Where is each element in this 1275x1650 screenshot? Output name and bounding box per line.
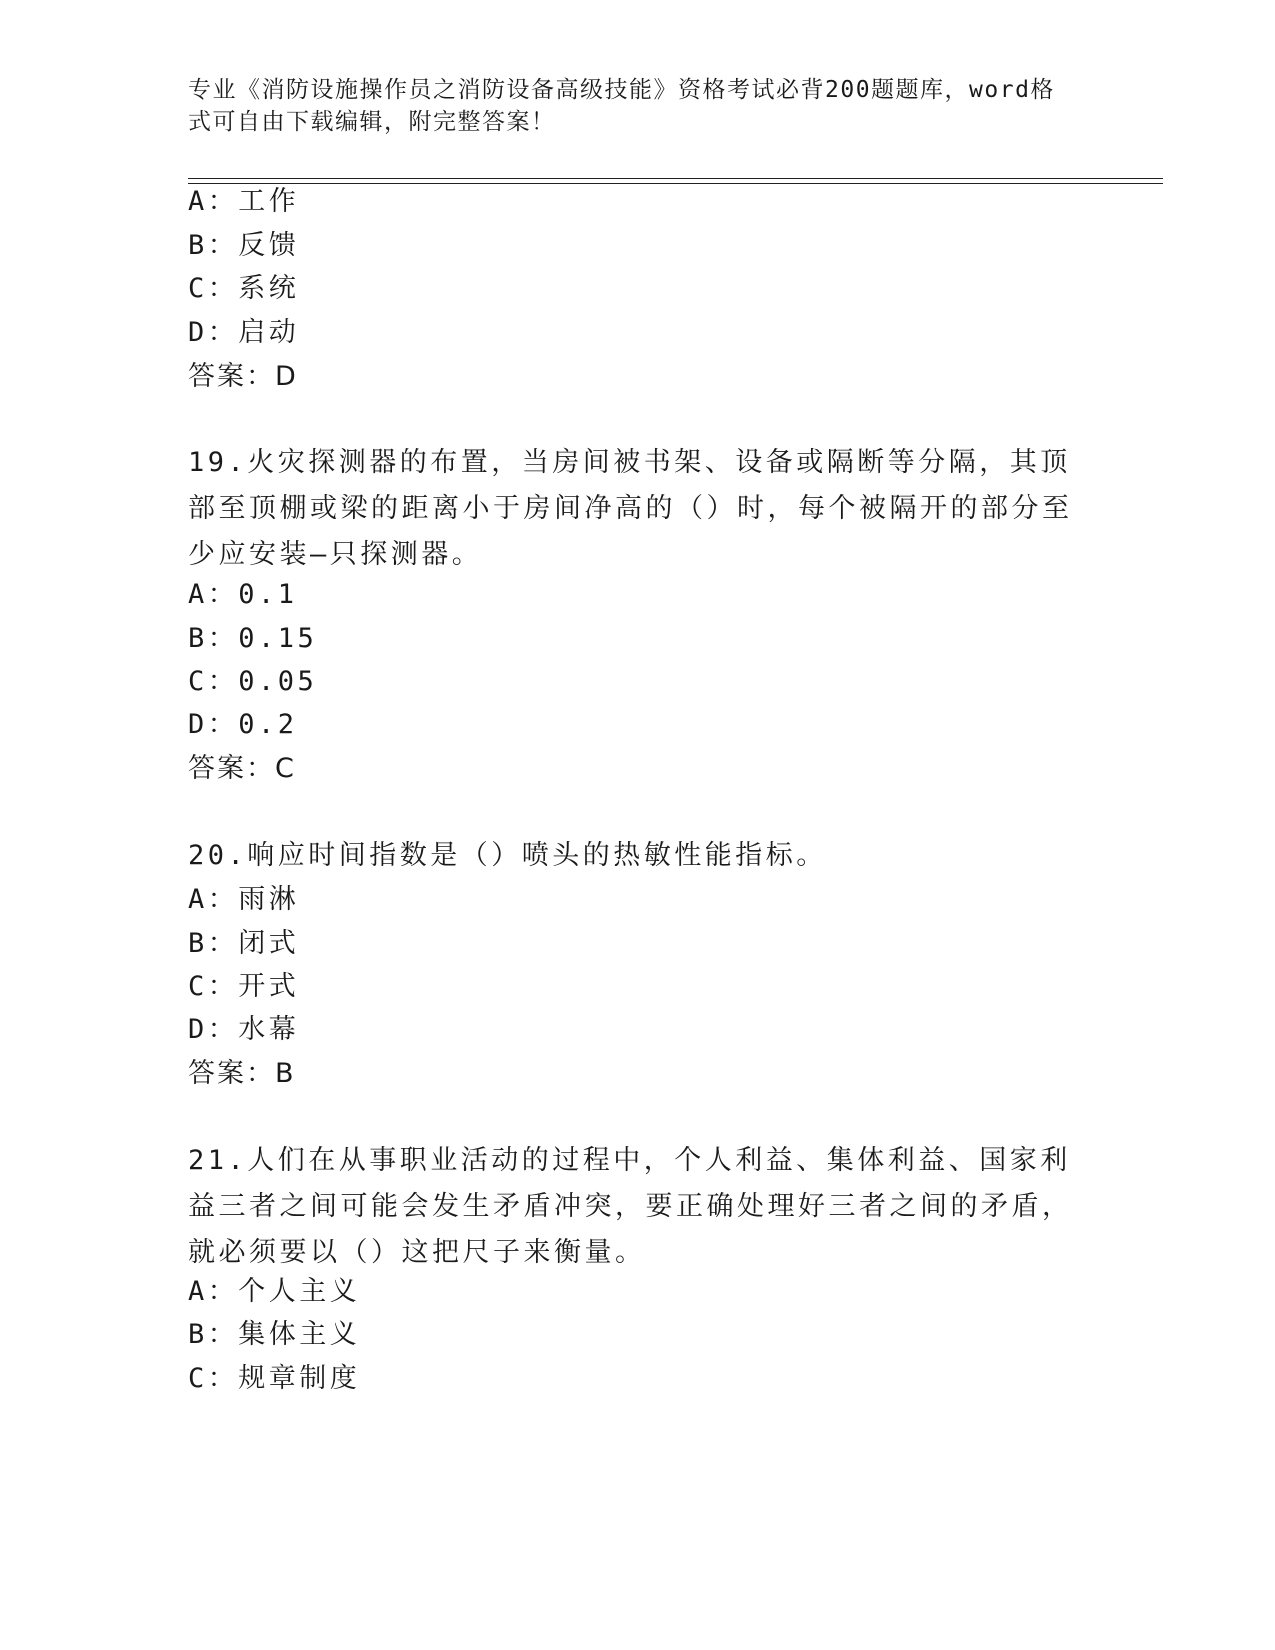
- header-divider-bottom: [188, 183, 1163, 184]
- question-20-option-b: B：闭式: [188, 928, 300, 959]
- option-c: C：系统: [188, 273, 300, 304]
- option-b: B：反馈: [188, 230, 300, 261]
- answer: 答案：D: [188, 361, 298, 392]
- question-20-option-c: C：开式: [188, 971, 300, 1002]
- question-21-option-a: A：个人主义: [188, 1276, 361, 1307]
- question-20-option-d: D：水幕: [188, 1014, 300, 1045]
- question-19-option-a: A：0.1: [188, 579, 298, 610]
- option-a: A：工作: [188, 186, 300, 217]
- question-19-option-b: B：0.15: [188, 623, 318, 654]
- question-19-text: 19.火灾探测器的布置，当房间被书架、设备或隔断等分隔，其顶部至顶棚或梁的距离小于房间净高的（）时，每个被隔开的部分至少应安装—只探测器。: [188, 447, 1073, 570]
- question-19-option-d: D：0.2: [188, 709, 298, 740]
- question-20-option-a: A：雨淋: [188, 884, 300, 915]
- document-header: 专业《消防设施操作员之消防设备高级技能》资格考试必背200题题库，word格式可自由下载编辑，附完整答案！: [188, 77, 1055, 135]
- question-21-text: 21.人们在从事职业活动的过程中，个人利益、集体利益、国家利益三者之间可能会发生矛盾冲突，要正确处理好三者之间的矛盾，就必须要以（）这把尺子来衡量。: [188, 1145, 1073, 1268]
- question-19-option-c: C：0.05: [188, 666, 318, 697]
- option-d: D：启动: [188, 317, 300, 348]
- question-21-option-c: C：规章制度: [188, 1363, 361, 1394]
- question-21-option-b: B：集体主义: [188, 1319, 361, 1350]
- question-19-answer: 答案：C: [188, 753, 296, 784]
- header-divider-top: [188, 178, 1163, 179]
- question-20-text: 20.响应时间指数是（）喷头的热敏性能指标。: [188, 840, 827, 871]
- question-20-answer: 答案：B: [188, 1058, 296, 1089]
